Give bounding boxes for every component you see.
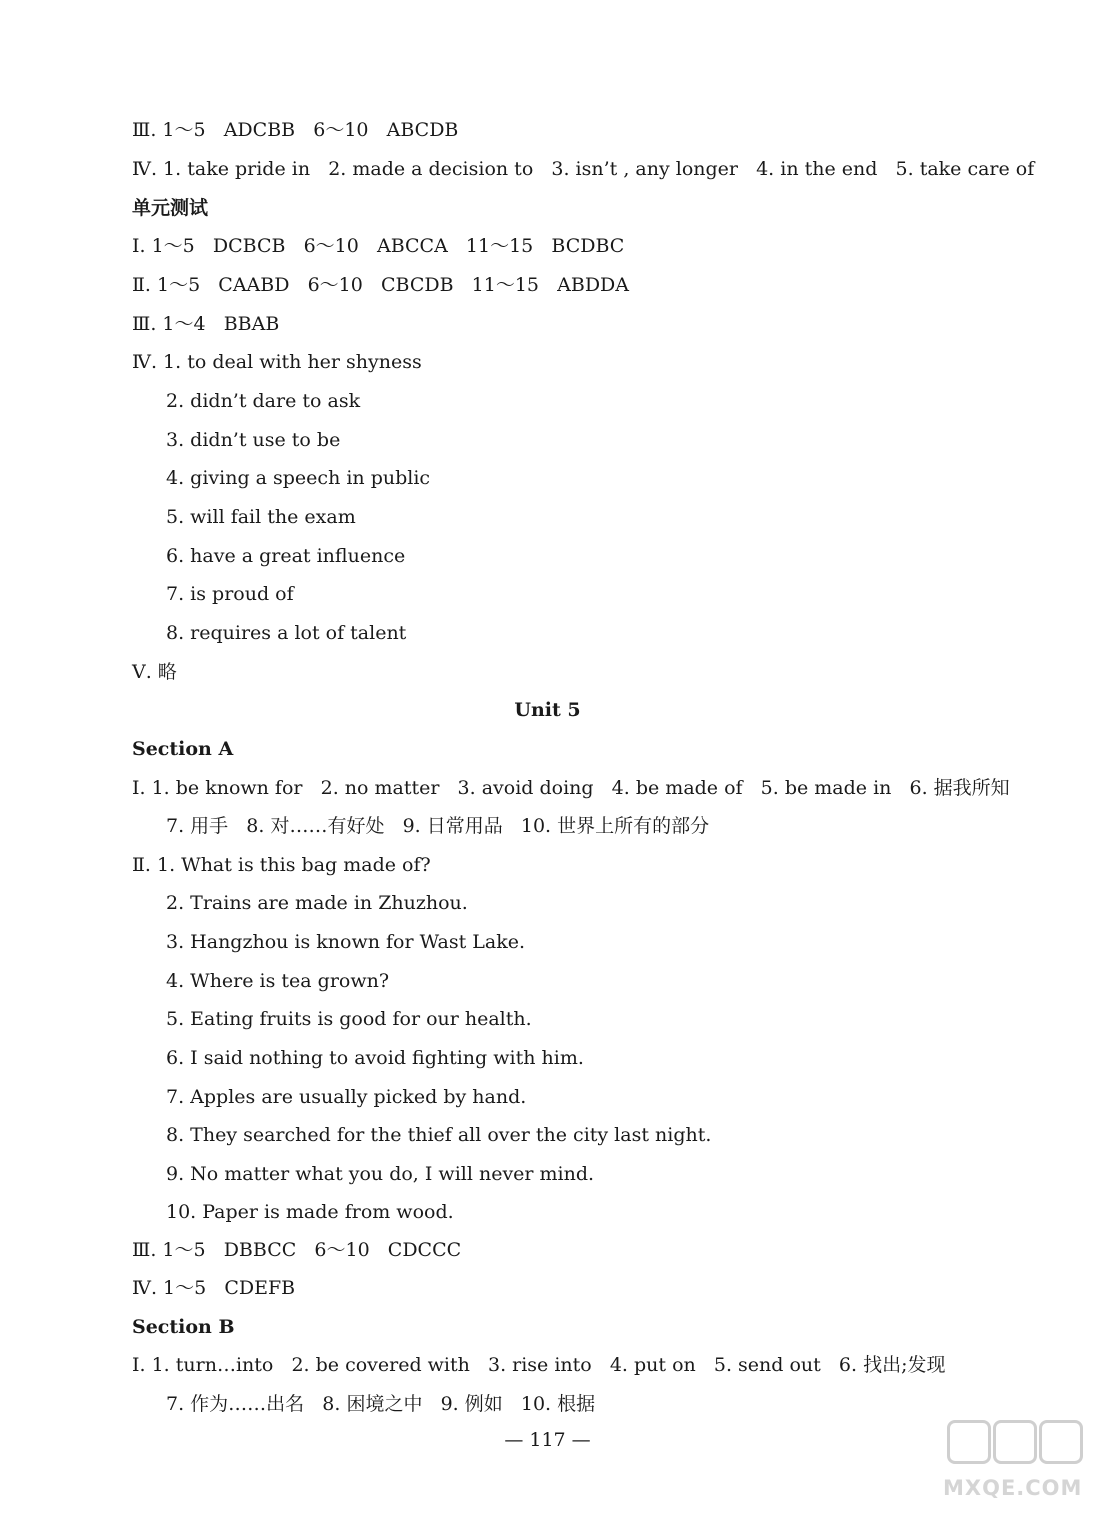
- watermark-text: MXQE.COM: [943, 1476, 1083, 1500]
- answer-line: 6. have a great influence: [166, 545, 406, 567]
- answer-line: 6. I said nothing to avoid fighting with him.: [166, 1047, 584, 1069]
- answer-line: Ⅴ. 略: [132, 661, 177, 683]
- answer-line: 8. They searched for the thief all over the city last night.: [166, 1124, 712, 1146]
- answer-line: 2. didn’t dare to ask: [166, 390, 361, 412]
- answer-line: 8. requires a lot of talent: [166, 622, 407, 644]
- answer-line: Ⅲ. 1～4 BBAB: [132, 313, 280, 335]
- answer-line: 7. 用手 8. 对……有好处 9. 日常用品 10. 世界上所有的部分: [166, 815, 710, 837]
- watermark-box-icon: [947, 1420, 991, 1464]
- answer-line: Ⅱ. 1～5 CAABD 6～10 CBCDB 11～15 ABDDA: [132, 274, 630, 296]
- answer-line: 3. didn’t use to be: [166, 429, 341, 451]
- answer-line: Ⅱ. 1. What is this bag made of?: [132, 854, 431, 876]
- watermark-logo: [943, 1420, 1083, 1510]
- answer-line: Ⅲ. 1～5 DBBCC 6～10 CDCCC: [132, 1239, 462, 1261]
- answer-line: Ⅰ. 1. be known for 2. no matter 3. avoid doing 4. be made of 5. be made in 6. 据我所知: [132, 777, 1010, 799]
- watermark-box-icon: [1039, 1420, 1083, 1464]
- answer-line: 4. Where is tea grown?: [166, 970, 390, 992]
- unit-title: Unit 5: [514, 699, 581, 721]
- answer-line: 9. No matter what you do, I will never mind.: [166, 1163, 595, 1185]
- answer-line: 5. Eating fruits is good for our health.: [166, 1008, 532, 1030]
- answer-line: Ⅰ. 1～5 DCBCB 6～10 ABCCA 11～15 BCDBC: [132, 235, 625, 257]
- answer-line: 4. giving a speech in public: [166, 467, 431, 489]
- answer-line: 5. will fail the exam: [166, 506, 356, 528]
- answer-line: Ⅳ. 1～5 CDEFB: [132, 1277, 296, 1299]
- section-heading: 单元测试: [132, 197, 209, 219]
- answer-line: 7. is proud of: [166, 583, 294, 605]
- section-heading: Section A: [132, 738, 234, 760]
- answer-line: 3. Hangzhou is known for Wast Lake.: [166, 931, 525, 953]
- section-heading: Section B: [132, 1316, 235, 1338]
- answer-line: 2. Trains are made in Zhuzhou.: [166, 892, 468, 914]
- answer-line: Ⅲ. 1～5 ADCBB 6～10 ABCDB: [132, 119, 459, 141]
- answer-line: 10. Paper is made from wood.: [166, 1201, 454, 1223]
- answer-line: Ⅳ. 1. to deal with her shyness: [132, 351, 422, 373]
- watermark-box-icon: [993, 1420, 1037, 1464]
- answer-line: Ⅰ. 1. turn…into 2. be covered with 3. rise into 4. put on 5. send out 6. 找出;发现: [132, 1354, 946, 1376]
- answer-line: 7. Apples are usually picked by hand.: [166, 1086, 527, 1108]
- answer-line: 7. 作为……出名 8. 困境之中 9. 例如 10. 根据: [166, 1393, 596, 1415]
- answer-line: Ⅳ. 1. take pride in 2. made a decision to 3. isn’t , any longer 4. in the end 5. take care of: [132, 158, 1035, 180]
- page-number: — 117 —: [504, 1429, 591, 1451]
